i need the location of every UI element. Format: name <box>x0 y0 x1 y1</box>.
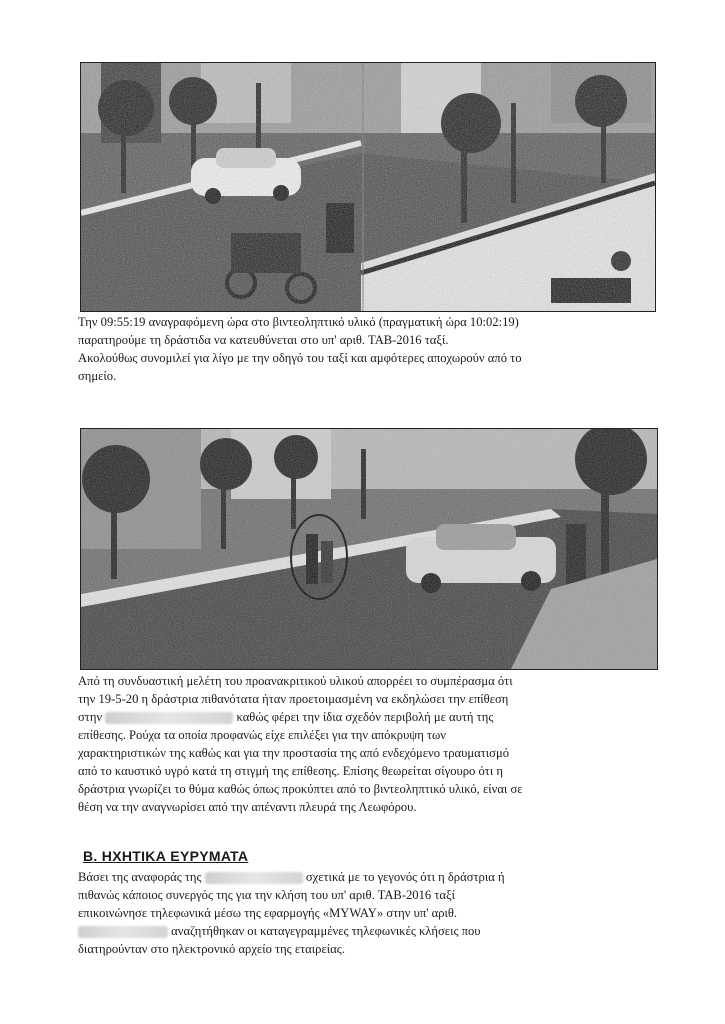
cctv-photo-suspect-circled <box>80 428 658 670</box>
caption-line: παρατηρούμε τη δράστιδα να κατευθύνεται στο υπ' αριθ. ΤΑΒ-2016 ταξί. <box>78 333 449 347</box>
paragraph-line: την 19-5-20 η δράστρια πιθανότατα ήταν προετοιμασμένη να εκδηλώσει την επίθεση <box>78 692 509 706</box>
text-segment: σχετικά με το γεγονός ότι η δράστρια ή <box>305 870 505 884</box>
paragraph-line: πιθανώς κάποιος συνεργός της για την κλήση του υπ' αριθ. ΤΑΒ-2016 ταξί <box>78 888 456 902</box>
redacted-name <box>205 872 303 884</box>
cctv-photo-graphic <box>81 63 655 311</box>
paragraph-line: χαρακτηριστικών της καθώς και για την προστασία της από ενδεχόμενο τραυματισμό <box>78 746 510 760</box>
paragraph-line: θέση να την αναγνωρίσει από την απέναντι πλευρά της Λεωφόρου. <box>78 800 417 814</box>
paragraph-line: από το καυστικό υγρό κατά τη στιγμή της επίθεσης. Επίσης θεωρείται σίγουρο ότι η <box>78 764 503 778</box>
paragraph-line: επικοινώνησε τηλεφωνικά μέσω της εφαρμογής «MYWAY» στην υπ' αριθ. <box>78 906 458 920</box>
redacted-company <box>78 926 168 938</box>
paragraph-line: επίθεσης. Ρούχα τα οποία προφανώς είχε επιλέξει για την απόκρυψη των <box>78 728 446 742</box>
redacted-name <box>105 712 233 724</box>
text-segment: καθώς φέρει την ίδια σχεδόν περιβολή με αυτή της <box>236 710 494 724</box>
paragraph-line: δράστρια γνωρίζει το θύμα καθώς όπως προκύπτει από το βιντεοληπτικό υλικό, είναι σε <box>78 782 523 796</box>
section-heading-b: Β. ΗΧΗΤΙΚΑ ΕΥΡΥΜΑΤΑ <box>83 848 249 864</box>
caption-line: σημείο. <box>78 369 117 383</box>
text-segment: αναζητήθηκαν οι καταγεγραμμένες τηλεφωνικές κλήσεις που <box>171 924 481 938</box>
audio-evidence-paragraph <box>78 868 668 958</box>
paragraph-line: Από τη συνδυαστική μελέτη του προανακριτικού υλικού απορρέει το συμπέρασμα ότι <box>78 674 513 688</box>
cctv-photo-taxi-frames <box>80 62 656 312</box>
text-segment: Βάσει της αναφοράς της <box>78 870 202 884</box>
caption-line: Την 09:55:19 αναγραφόμενη ώρα στο βιντεοληπτικό υλικό (πραγματική ώρα 10:02:19) <box>78 315 519 329</box>
paragraph-line <box>78 922 668 940</box>
paragraph-line <box>78 868 668 886</box>
analysis-paragraph <box>78 672 668 816</box>
text-segment: στην <box>78 710 103 724</box>
caption-photo-1 <box>78 313 668 385</box>
paragraph-line: διατηρούνταν στο ηλεκτρονικό αρχείο της εταιρείας. <box>78 942 345 956</box>
cctv-photo-graphic <box>81 429 657 669</box>
caption-line: Ακολούθως συνομιλεί για λίγο με την οδηγό του ταξί και αμφότερες αποχωρούν από το <box>78 351 522 365</box>
paragraph-line <box>78 708 668 726</box>
